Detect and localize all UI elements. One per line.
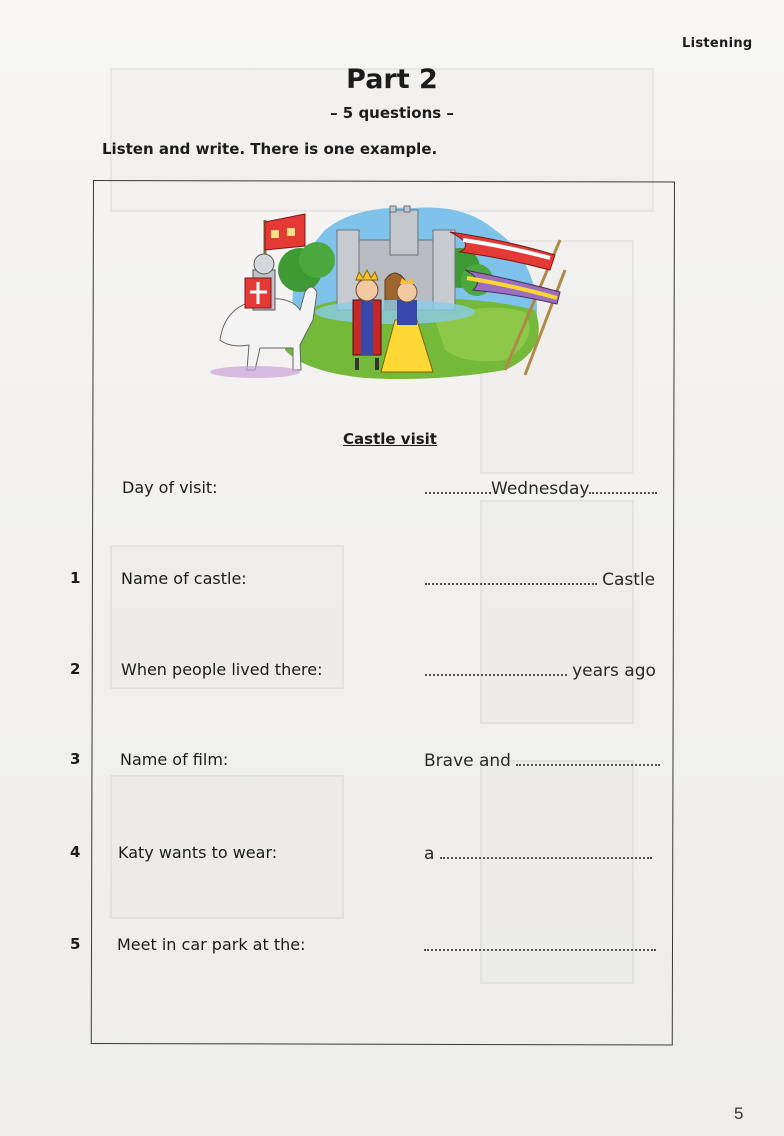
answer-field[interactable] <box>425 660 656 681</box>
question-label: Katy wants to wear: <box>118 843 278 862</box>
form-title: Castle visit <box>343 430 437 448</box>
page-subtitle: – 5 questions – <box>330 104 454 122</box>
answer-field[interactable] <box>424 935 656 955</box>
question-row <box>0 843 784 873</box>
question-label: Name of castle: <box>121 569 247 588</box>
question-row <box>0 750 784 780</box>
example-label: Day of visit: <box>122 478 218 497</box>
answer-suffix: years ago <box>572 661 656 681</box>
answer-suffix: Castle <box>602 570 656 590</box>
answer-field[interactable] <box>424 843 652 864</box>
example-answer: Wednesday <box>491 479 590 499</box>
question-number: 4 <box>70 843 81 861</box>
answer-prefix: a <box>424 844 435 864</box>
page-number: 5 <box>734 1104 744 1123</box>
example-row <box>0 478 784 508</box>
question-label: When people lived there: <box>121 660 323 679</box>
answer-field[interactable] <box>424 750 660 771</box>
castle-scene-illustration <box>205 200 575 385</box>
example-answer-field <box>425 478 657 499</box>
question-label: Name of film: <box>120 750 229 769</box>
question-number: 3 <box>70 750 81 768</box>
answer-field[interactable] <box>425 569 655 590</box>
instructions: Listen and write. There is one example. <box>102 140 438 158</box>
section-label: Listening <box>682 36 753 51</box>
answer-prefix: Brave and <box>424 751 511 771</box>
question-number: 1 <box>70 569 81 587</box>
question-number: 2 <box>70 660 81 678</box>
question-row <box>0 569 784 599</box>
question-row <box>0 935 784 965</box>
page-title: Part 2 <box>346 64 438 95</box>
question-row <box>0 660 784 690</box>
question-number: 5 <box>70 935 81 953</box>
question-label: Meet in car park at the: <box>117 935 306 954</box>
